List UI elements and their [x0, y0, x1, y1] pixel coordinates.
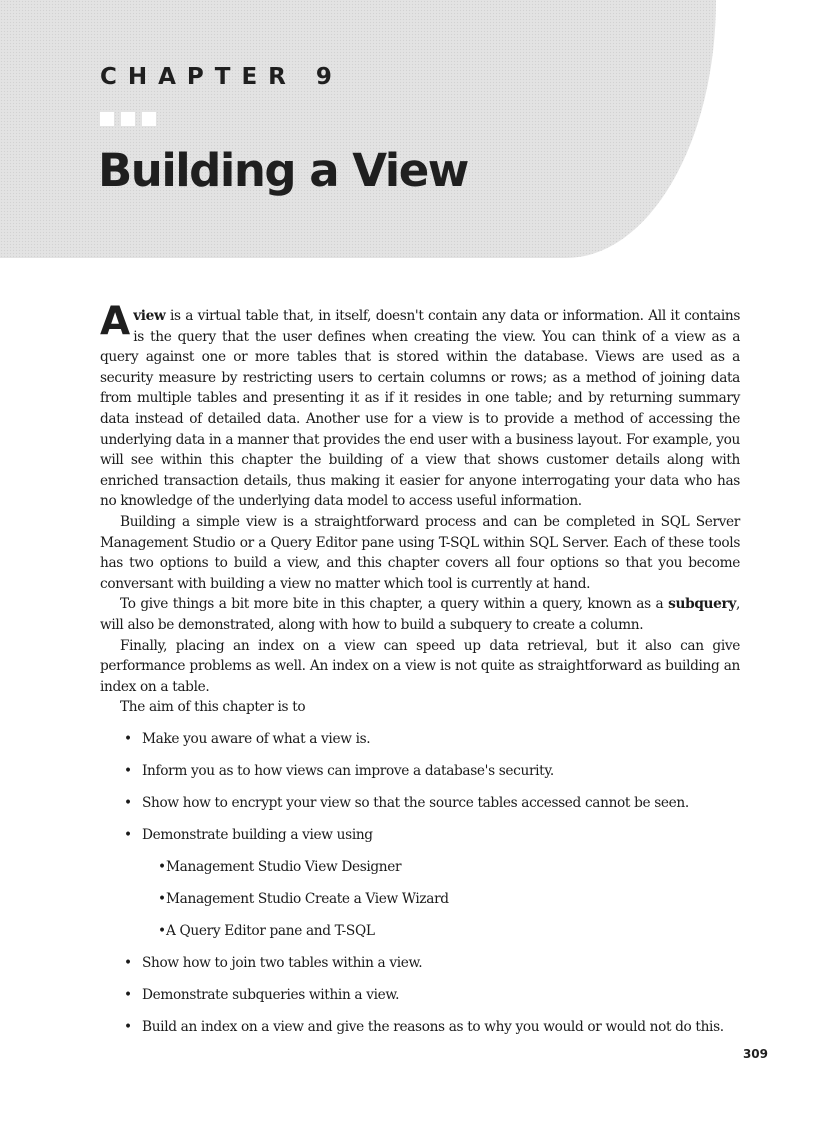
- paragraph-tools: Building a simple view is a straightforward process and can be completed in SQL Server Management Studio or a Query Editor pane using T-SQL within SQL Server. Each of these tools has two options to build a view, and this chapter covers all four options so that you become conversant with building a view no matter which tool is currently at hand.: [100, 513, 740, 592]
- paragraph-aim: The aim of this chapter is to: [120, 699, 306, 716]
- sublist-item: • A Query Editor pane and T-SQL: [142, 920, 740, 942]
- square-icon: [100, 112, 114, 126]
- intro-text: is a virtual table that, in itself, doesn't contain any data or information. All it contains is the query that the user defines when creating the view. You can think of a view as a query against one or more tables that is stored within the database. Views are used as a security measure by restricting users to certain columns or rows; as a method of joining data from multiple tables and presenting it as if it resides in one table; and by returning summary data instead of detailed data. Another use for a view is to provide a method of accessing the underlying data in a manner that provides the end user with a business layout. For example, you will see within this chapter the building of a view that shows customer details along with enriched transaction details, thus making it easier for anyone interrogating your data who has no knowledge of the underlying data model to access useful information.: [100, 308, 740, 510]
- aims-list: [100, 728, 740, 1038]
- square-icon: [142, 112, 156, 126]
- list-item: • Show how to encrypt your view so that the source tables accessed cannot be seen.: [100, 792, 740, 814]
- chapter-title: Building a View: [98, 144, 468, 197]
- paragraph-subquery: [100, 594, 740, 635]
- subquery-text-after: , will also be demonstrated, along with how to build a subquery to create a column.: [100, 596, 740, 633]
- list-item-text: Demonstrate building a view using: [142, 826, 373, 843]
- subquery-text-before: To give things a bit more bite in this chapter, a query within a query, known as a: [120, 596, 669, 613]
- intro-paragraph: [100, 299, 740, 512]
- square-icon: [121, 112, 135, 126]
- page-number: 309: [742, 1047, 768, 1061]
- list-item: • Show how to join two tables within a view.: [100, 952, 740, 974]
- tools-sublist: [142, 856, 740, 942]
- chapter-header-band: [0, 0, 716, 258]
- decorative-squares: [100, 112, 156, 126]
- lead-word: view: [133, 308, 166, 324]
- sublist-item: • Management Studio View Designer: [142, 856, 740, 878]
- subquery-term: subquery: [668, 596, 736, 613]
- list-item: • Build an index on a view and give the reasons as to why you would or would not do this.: [100, 1016, 740, 1038]
- chapter-body: [100, 299, 740, 1038]
- paragraph-index: Finally, placing an index on a view can speed up data retrieval, but it also can give performance problems as well. An index on a view is not quite as straightforward as building an index on a table.: [100, 637, 740, 695]
- drop-cap: A: [100, 299, 131, 344]
- sublist-item: • Management Studio Create a View Wizard: [142, 888, 740, 910]
- list-item: • Make you aware of what a view is.: [100, 728, 740, 750]
- chapter-label: CHAPTER 9: [100, 64, 343, 90]
- list-item: [100, 824, 740, 942]
- list-item: • Demonstrate subqueries within a view.: [100, 984, 740, 1006]
- list-item: • Inform you as to how views can improve a database's security.: [100, 760, 740, 782]
